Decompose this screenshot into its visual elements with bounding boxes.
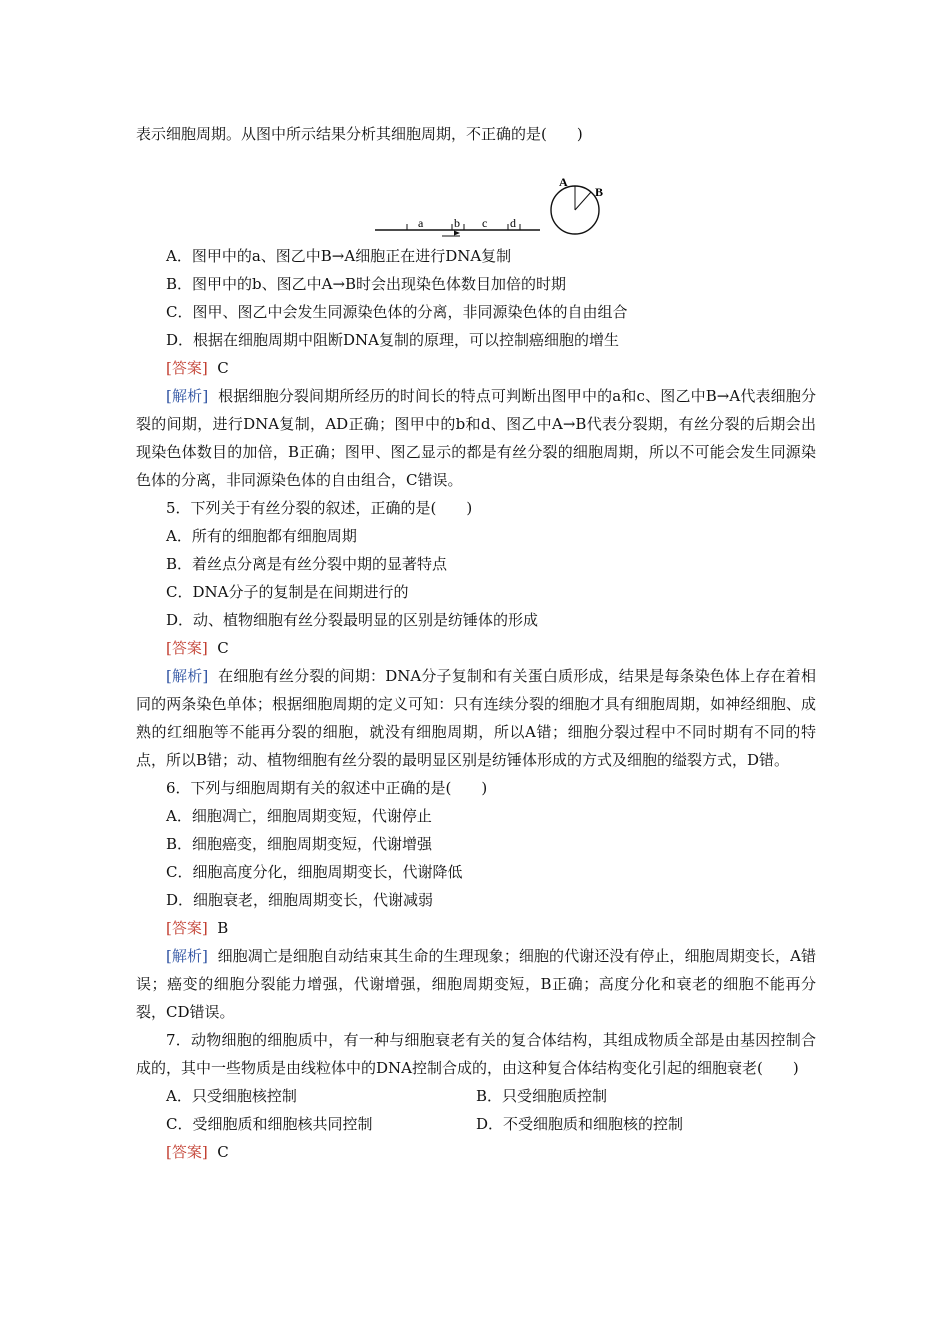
q5-analysis (136, 662, 816, 774)
q7-options-row-1 (136, 1082, 816, 1110)
point-b-label: B (595, 185, 604, 199)
q6-option-b: B．细胞癌变，细胞周期变短，代谢增强 (166, 835, 433, 853)
q4-stem: 表示细胞周期。从图中所示结果分析其细胞周期，不正确的是( ) (136, 125, 583, 143)
analysis-tag: [解析] (166, 947, 208, 965)
document-page (136, 120, 816, 1166)
answer-value: C (217, 639, 229, 657)
answer-value: C (217, 359, 229, 377)
direction-arrow-icon (454, 231, 460, 236)
q5-answer (136, 634, 816, 662)
q4-option-b: B．图甲中的b、图乙中A→B时会出现染色体数目加倍的时期 (166, 275, 567, 293)
q6-answer (136, 914, 816, 942)
analysis-text: 细胞凋亡是细胞自动结束其生命的生理现象；细胞的代谢还没有停止，细胞周期变长，A错误；癌变的细胞分裂能力增强，代谢增强，细胞周期变短，B正确；高度分化和衰老的细胞不能再分裂，CD错误。 (136, 947, 816, 1021)
q7-stem: 7．动物细胞的细胞质中，有一种与细胞衰老有关的复合体结构，其组成物质全部是由基因控制合成的，其中一些物质是由线粒体中的DNA控制合成的，由这种复合体结构变化引起的细胞衰老( ) (136, 1031, 816, 1077)
q7-option-b: B．只受细胞质控制 (476, 1087, 608, 1105)
segment-b-label: b (454, 216, 460, 230)
q6-analysis (136, 942, 816, 1026)
segment-c-label: c (482, 216, 488, 230)
q5-option-b: B．着丝点分离是有丝分裂中期的显著特点 (166, 555, 448, 573)
q4-option-a: A．图甲中的a、图乙中B→A细胞正在进行DNA复制 (166, 247, 512, 265)
q7-option-a: A．只受细胞核控制 (166, 1087, 297, 1105)
q4-option-c: C．图甲、图乙中会发生同源染色体的分离，非同源染色体的自由组合 (166, 303, 628, 321)
analysis-text: 根据细胞分裂间期所经历的时间长的特点可判断出图甲中的a和c、图乙中B→A代表细胞分裂的间期，进行DNA复制，AD正确；图甲中的b和d、图乙中A→B代表分裂期，有丝分裂的后期会出现染色体数目的加倍，B正确；图甲、图乙显示的都是有丝分裂的细胞周期，所以不可能会发生同源染色体的分离，非同源染色体的自由组合，C错误。 (136, 387, 816, 489)
analysis-text: 在细胞有丝分裂的间期：DNA分子复制和有关蛋白质形成，结果是每条染色体上存在着相同的两条染色单体；根据细胞周期的定义可知：只有连续分裂的细胞才具有细胞周期，如神经细胞、成熟的红细胞等不能再分裂的细胞，就没有细胞周期，所以A错；细胞分裂过程中不同时期有不同的特点，所以B错；动、植物细胞有丝分裂的最明显区别是纺锤体形成的方式及细胞的缢裂方式，D错。 (136, 667, 816, 769)
q7-option-d: D．不受细胞质和细胞核的控制 (476, 1115, 684, 1133)
q4-answer (136, 354, 816, 382)
point-a-label: A (559, 175, 568, 189)
q5-option-c: C．DNA分子的复制是在间期进行的 (166, 583, 409, 601)
answer-value: B (217, 919, 229, 937)
q5-option-d: D．动、植物细胞有丝分裂最明显的区别是纺锤体的形成 (166, 611, 539, 629)
q6-option-a: A．细胞凋亡，细胞周期变短，代谢停止 (166, 807, 432, 825)
q4-analysis (136, 382, 816, 494)
q6-stem: 6．下列与细胞周期有关的叙述中正确的是( ) (166, 779, 488, 797)
q7-options-row-2 (136, 1110, 816, 1138)
cell-cycle-figure (136, 150, 816, 238)
answer-tag: [答案] (166, 359, 208, 377)
answer-value: C (217, 1143, 229, 1161)
q5-stem: 5．下列关于有丝分裂的叙述，正确的是( ) (166, 499, 473, 517)
segment-d-label: d (510, 216, 516, 230)
answer-tag: [答案] (166, 919, 208, 937)
q6-option-d: D．细胞衰老，细胞周期变长，代谢减弱 (166, 891, 434, 909)
q7-option-c: C．受细胞质和细胞核共同控制 (166, 1115, 373, 1133)
answer-tag: [答案] (166, 1143, 208, 1161)
segment-a-label: a (418, 216, 424, 230)
q6-option-c: C．细胞高度分化，细胞周期变长，代谢降低 (166, 863, 463, 881)
q5-option-a: A．所有的细胞都有细胞周期 (166, 527, 357, 545)
q7-answer (136, 1138, 816, 1166)
q4-option-d: D．根据在细胞周期中阻断DNA复制的原理，可以控制癌细胞的增生 (166, 331, 620, 349)
answer-tag: [答案] (166, 639, 208, 657)
analysis-tag: [解析] (166, 387, 209, 405)
analysis-tag: [解析] (166, 667, 209, 685)
figure-svg (370, 150, 610, 238)
